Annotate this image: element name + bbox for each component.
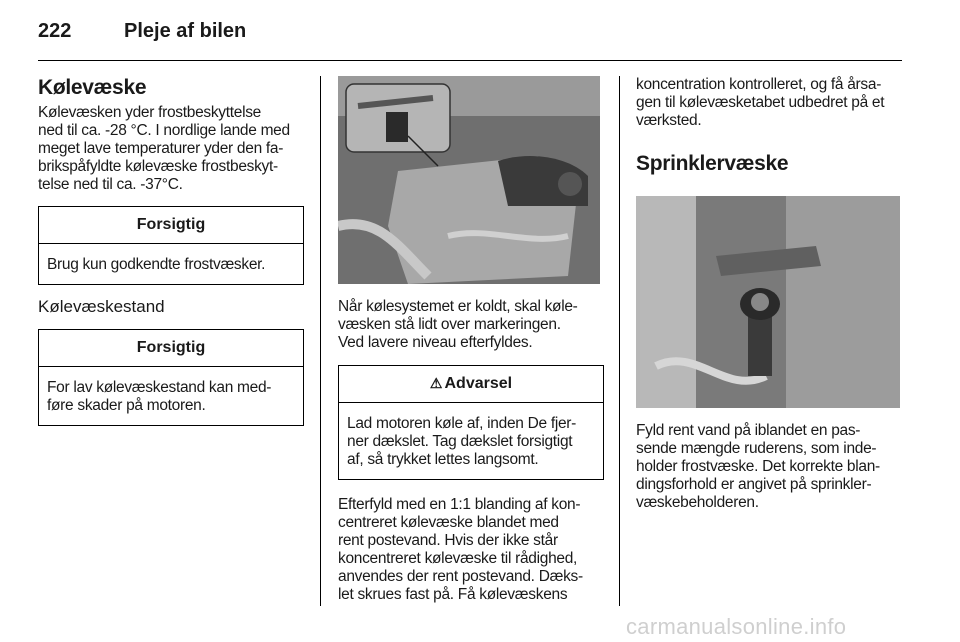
coolant-intro: Kølevæsken yder frostbeskyttelse ned til ca. -28 °C. I nordlige lande med meget lave temperaturer yder den fa- brikspåfyldte kølevæske frostbeskyt- telse ned til ca. -37°C.	[38, 104, 290, 193]
header-divider	[38, 60, 902, 61]
watermark: carmanualsonline.info	[626, 614, 847, 639]
warning-triangle-icon: ⚠	[429, 375, 443, 391]
coolant-continuation-text: koncentration kontrolleret, og få årsa- gen til kølevæsketabet udbedret på et værksted.	[636, 76, 885, 129]
warning-heading: ⚠ Advarsel	[339, 366, 603, 403]
washer-fluid-photo	[636, 196, 900, 408]
caution-body: Brug kun godkendte frostvæsker.	[47, 256, 266, 273]
column-divider-1	[320, 76, 321, 606]
caution-heading: Forsigtig	[39, 207, 303, 244]
coolant-level-text: Når kølesystemet er koldt, skal køle- væsken stå lidt over markeringen. Ved lavere niveau efterfyldes.	[338, 298, 578, 351]
section-title-coolant: Kølevæske	[38, 76, 147, 99]
section-title-washer-fluid: Sprinklervæske	[636, 152, 789, 175]
page-header	[38, 14, 902, 52]
caution-body: For lav kølevæskestand kan med- føre skader på motoren.	[47, 379, 272, 414]
caution-box-1	[38, 206, 304, 285]
subheading-coolant-level: Kølevæskestand	[38, 297, 165, 316]
column-3	[636, 76, 902, 512]
column-2	[338, 76, 604, 604]
chapter-title: Pleje af bilen	[124, 20, 247, 42]
column-1	[38, 76, 304, 434]
page-number: 222	[38, 20, 72, 42]
column-divider-2	[619, 76, 620, 606]
refill-instructions: Efterfyld med en 1:1 blanding af kon- centreret kølevæske blandet med rent postevand. Hvis der ikke står koncentreret kølevæske til rådighed, anvendes der rent postevand. Dæks- let skrues fast på. Få kølevæskens	[338, 496, 583, 603]
caution-heading: Forsigtig	[39, 330, 303, 367]
warning-body: Lad motoren køle af, inden De fjer- ner dækslet. Tag dækslet forsigtigt af, så trykket lettes langsomt.	[347, 415, 577, 468]
washer-fluid-instructions: Fyld rent vand på iblandet en pas- sende mængde ruderens, som inde- holder frostvæske. Det korrekte blan- dingsforhold er angivet på sprinkler- væskebeholderen.	[636, 422, 880, 511]
caution-box-2	[38, 329, 304, 426]
warning-box	[338, 365, 604, 480]
engine-bay-photo	[338, 76, 600, 284]
